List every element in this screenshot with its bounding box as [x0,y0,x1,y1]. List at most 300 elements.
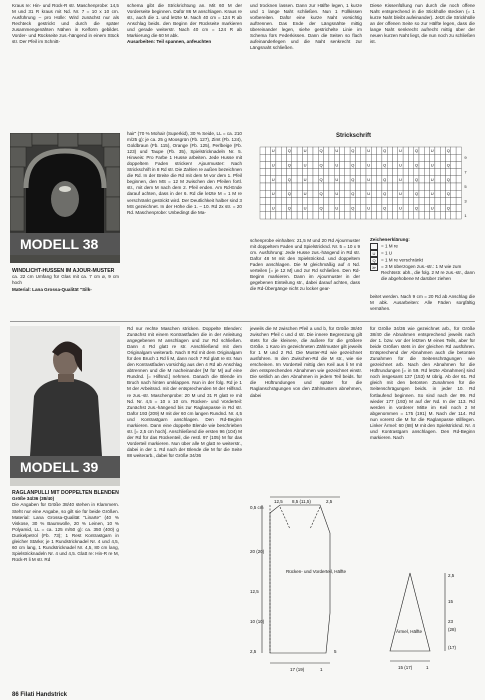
chart-cell [398,183,403,190]
chart-cell [414,169,419,176]
chart-symbol: Q [446,162,450,168]
chart-symbol: U [271,162,275,168]
chart-legend [370,237,475,282]
chart-symbol: Q [383,148,387,153]
chart-cell [340,176,345,183]
chart-cell [446,154,451,161]
model-39-caption [12,490,119,563]
chart-cell [377,176,382,183]
chart-cell [408,169,413,176]
chart-cell [424,161,429,168]
col3-mid-text: schenprobe einhalten: 21,5 M und 20 Rd Ajourmuster mit doppeltem Faden und Spielstricknd. Nr. 5 = 10 x 9 cm. Ausführung: Jede Husse zus.-hängend in Rd str. Dafür 48 M mit den Spielstricknd. und doppeltem Faden anschlagen. Die M gleichmäßig auf 4 Nd. verteilen [= je 12 M] und zur Rd schließen. Den Rd-Beginn markieren. Dann im Ajourmuster in der gegebenen Einteilung str., dabei darauf achten, dass die Rd-Übergänge nicht zu locker gear- [250,238,360,292]
chart-symbol: U [367,162,371,168]
chart-cell [387,147,392,154]
chart-cell [403,190,408,197]
chart-cell [408,176,413,183]
chart-cell [419,197,424,204]
col1-top-text: Kraus re: Hin- und Rück-R str. Maschenprobe: 14,5 M und 31 R kraus mit Nd. Nr. 7 = 10 x 10 cm. Ausführung – pro Hülle: Wird zunächst nur als Rechteck gestrickt und durch die später zusammengenähten Nähen in Kelform gebildet. Vorder- und Rückseite zus.-hängend in einem Stück str. Der Pfeil im Schnitt- [12,3,119,45]
chart-cell [324,197,329,204]
chart-symbol: Q [446,191,450,197]
chart-cell [446,183,451,190]
chart-symbol: U [430,162,434,168]
photo-model-39 [10,326,120,486]
chart-symbol: Q [287,162,291,168]
chart-cell [302,183,307,190]
chart-cell [403,212,408,219]
chart-symbol: U [335,176,339,182]
col4-top-text: Diese Kissenfüllung nun durch die noch offene Naht entsprechend in die Stickhülle stecken (= 1 kurze Naht bleibt aufeinander). Jetzt die Strickhülle an der offenen Seite so zur Hälfte legen, dass die lange Naht senkrecht aufrecht mittig über der neuen kurzen Naht liegt, die nun noch zu schließen ist. [370,3,475,45]
chart-cell [313,190,318,197]
chart-symbol: U [335,162,339,168]
chart-cell [435,161,440,168]
chart-cell [456,212,461,219]
chart-cell [287,197,292,204]
chart-cell [324,169,329,176]
chart-cell [393,169,398,176]
chart-cell [340,212,345,219]
chart-cell [260,183,265,190]
chart-cell [419,212,424,219]
schema-sleeve-right: (28) [448,627,457,632]
chart-cell [276,205,281,212]
chart-cell [313,147,318,154]
chart-cell [435,212,440,219]
chart-cell [371,197,376,204]
chart-cell [424,197,429,204]
chart-cell [345,147,350,154]
chart-cell [297,197,302,204]
chart-symbol: U [367,176,371,182]
chart-cell [340,147,345,154]
chart-symbol: U [303,191,307,197]
chart-cell [456,154,461,161]
chart-cell [297,190,302,197]
chart-cell [287,169,292,176]
chart-cell [276,147,281,154]
chart-cell [329,176,334,183]
chart-cell [393,205,398,212]
schema-left-label: 12,5 [250,589,259,594]
chart-symbol: U [430,191,434,197]
chart-cell [456,205,461,212]
chart-cell [297,205,302,212]
chart-cell [355,161,360,168]
chart-cell [403,183,408,190]
chart-cell [446,169,451,176]
chart-cell [435,176,440,183]
schema-left-label: 10 (10) [250,619,265,624]
chart-cell [334,183,339,190]
chart-cell [292,161,297,168]
chart-cell [446,212,451,219]
chart-symbol: Q [414,191,419,197]
chart-cell [456,190,461,197]
chart-cell [393,147,398,154]
chart-cell [355,147,360,154]
schema-top-label: 12,5 [274,499,283,504]
model-38-material: Material: Lana Grossa-Qualität "Silk- [12,286,92,292]
chart-cell [334,154,339,161]
chart-cell [403,205,408,212]
chart-cell [403,161,408,168]
chart-cell [414,197,419,204]
chart-cell [281,190,286,197]
page-footer: 86 Filati Handstrick [12,692,68,698]
chart-cell [308,147,313,154]
chart-cell [361,154,366,161]
chart-cell [424,147,429,154]
chart-symbol: U [335,205,339,211]
schema-sleeve-bottom: 15 (17) [398,665,413,670]
twisted-knit-symbol-icon: Q [370,257,378,264]
chart-cell [329,169,334,176]
chart-cell [408,212,413,219]
chart-cell [292,205,297,212]
chart-cell [297,147,302,154]
chart-symbol: U [303,205,307,211]
chart-cell [371,205,376,212]
chart-symbol: U [430,205,434,211]
chart-cell [265,176,270,183]
chart-cell [324,154,329,161]
schema-sleeve-right: 23 [448,619,454,624]
chart-cell [308,183,313,190]
chart-cell [456,197,461,204]
chart-symbol: Q [351,162,355,168]
chart-cell [281,147,286,154]
chart-symbol: U [303,148,307,153]
chart-cell [419,205,424,212]
chart-cell [456,147,461,154]
chart-cell [440,176,445,183]
chart-cell [324,212,329,219]
chart-cell [382,169,387,176]
chart-row-number: 1 [464,212,467,218]
chart-cell [393,212,398,219]
chart-cell [350,154,355,161]
model-39-label: MODELL 39 [10,456,120,478]
chart-cell [345,197,350,204]
chart-cell [440,197,445,204]
chart-symbol: U [271,148,275,153]
chart-symbol: U [430,176,434,182]
chart-cell [451,190,456,197]
chart-cell [377,147,382,154]
chart-cell [456,183,461,190]
chart-cell [297,212,302,219]
chart-cell [340,183,345,190]
chart-cell [329,190,334,197]
chart-cell [419,161,424,168]
chart-cell [398,169,403,176]
schema-bottom-label: 1 [320,667,323,672]
chart-cell [318,197,323,204]
chart-cell [355,190,360,197]
chart-cell [366,183,371,190]
chart-symbol: Q [446,148,450,153]
chart-cell [371,212,376,219]
schema-sleeve-label: Ärmel, Hälfte [396,629,423,634]
model-38-caption [12,268,119,293]
chart-cell [281,183,286,190]
chart-cell [377,183,382,190]
chart-cell [308,169,313,176]
chart-cell [382,154,387,161]
chart-cell [456,161,461,168]
chart-cell [281,197,286,204]
schema-left-label: 0,5 cm [250,505,264,510]
chart-symbol: U [367,148,371,153]
chart-cell [329,161,334,168]
chart-cell [345,205,350,212]
chart-cell [292,147,297,154]
chart-cell [451,183,456,190]
chart-cell [361,183,366,190]
chart-symbol: U [367,191,371,197]
chart-cell [308,176,313,183]
col2-top-text: schema gibt die Strickrichtung an. Mit 60 M der Vorderseite beginnen. Dafür 86 M anschlagen. Kraus re str., auch die 1. und letzte M. Nach 40 cm = 124 R ab Anschlag beids. den Beginn der Rückseite markieren und gerade weiterstr. Nach 40 cm = 124 R ab Markierung die 60 M abk. Ausarbeiten: Teil spannen, anfeuchten [127,3,242,45]
chart-cell [276,190,281,197]
chart-cell [377,212,382,219]
chart-symbol: Q [287,148,291,153]
chart-cell [318,212,323,219]
chart-cell [435,147,440,154]
chart-cell [440,212,445,219]
chart-symbol: U [271,176,275,182]
chart-cell [451,212,456,219]
chart-cell [403,176,408,183]
chart-symbol: Q [287,205,291,211]
chart-cell [265,205,270,212]
chart-cell [408,205,413,212]
chart-cell [424,183,429,190]
chart-cell [260,212,265,219]
model-39-size: Größe 34/36 (38/40) [12,496,55,502]
chart-cell [430,169,435,176]
chart-cell [424,154,429,161]
chart-cell [408,190,413,197]
model-39-body: Die Angaben für Größe 38/40 stehen in Klammern. Steht nur eine Angabe, so gilt sie für beide Größen. Material: Lana Grossa-Qualität "Linarte" (40 % Viskose, 30 % Baumwolle, 20 % Leinen, 10 % Polyamid, LL = ca. 125 m/50 g): ca. 350 (400) g Dunkelpetrol (Fb. 73); 1 Rest Kontrastgarn in gleicher Stärke; je 1 Rundstricknadel Nr. 4 und 4,5, 60 cm lang, 1 Rundstricknadel Nr. 4,5, 80 cm lang, Spielstricknadeln Nr. 4 und 4,5. Glatt re: Hin-R re M, Rück-R li M str. Rd [12,502,119,562]
chart-symbol: U [303,176,307,182]
chart-symbol: U [367,205,371,211]
chart-symbol: Q [351,176,355,182]
chart-cell [324,183,329,190]
chart-cell [456,176,461,183]
chart-cell [287,212,292,219]
model-39-title: RAGLANPULLI MIT DOPPELTEN BLENDEN [12,490,119,496]
chart-cell [403,169,408,176]
chart-cell [419,190,424,197]
chart-cell [281,154,286,161]
chart-cell [308,161,313,168]
chart-cell [361,190,366,197]
chart-cell [313,176,318,183]
chart-cell [377,161,382,168]
chart-cell [393,183,398,190]
chart-title: Strickschrift [336,133,372,139]
chart-cell [265,212,270,219]
chart-symbol: Q [287,176,291,182]
chart-cell [419,183,424,190]
chart-cell [382,197,387,204]
chart-cell [329,183,334,190]
chart-cell [260,190,265,197]
photo-model-38 [10,133,120,263]
schema-top-label: 8,5 (11,5) [292,499,311,504]
col2-bottom-text: Rd nur rechte Maschen stricken. Doppelte Blenden: Zunächst mit einem Kontrastfaden die in der Anleitung angegebenen M anschlagen und zur Rd schließen. Dann 4 Rd glatt re str. Anschließend mit dem Originalgarn weiterarb. Nach 8 Rd mit dem Originalgarn für den Bruch 1 Rd li M, dann noch 7 Rd glatt re str. Nun den Kontrastfaden vorsichtig aus den 4 Rd ab Anschlag abtrennen und die M nacheinander [M für M] auf eine Rundnd. [= Hilfsnd.] nehmen. Danach die Blende im Bruch nach hinten umklappen. Nun in der folg. Rd je 1 M der Arbeitsnd. mit der entsprechenden M der Hilfsnd. re zus.-str. Maschenprobe: 20 M und 31 R glatt re mit Nd. Nr. 4,5 = 10 x 10 cm. Rücken- und Vorderteil: Zunächst zus.-hängend bis zur Raglanpasse in Rd str. Dafür 193 (209) M mit der 60 cm langen Rundnd. Nr. 4,5 und Kontrastgarn anschlagen. Den Rd-Beginn markieren. Dann eine doppelte Blende wie beschrieben str. [= 2,5 cm hoch]. Anschließend die ersten 96 (104) M der Rd für das Rückenteil, die restl. 97 (105) M für das Vorderteil markieren. Nun über alle M glatt re weiterstr., dabei in der 1. Rd nach der Blende die M für die Seite 88 weiterarb., dabei für Größe 34/36 [127,326,242,458]
chart-cell [329,205,334,212]
chart-cell [308,197,313,204]
section-divider [10,321,475,322]
chart-cell [377,197,382,204]
chart-symbol: U [399,148,402,153]
schema-left-label: 20 (20) [250,549,265,554]
chart-cell [440,147,445,154]
chart-cell [281,176,286,183]
chart-cell [313,154,318,161]
chart-cell [382,183,387,190]
chart-symbol: Q [383,176,387,182]
chart-cell [393,197,398,204]
chart-row-number: 7 [464,169,467,175]
chart-cell [297,176,302,183]
chart-cell [308,205,313,212]
schema-top-label: 2,5 [326,499,333,504]
chart-cell [387,154,392,161]
chart-cell [345,183,350,190]
chart-cell [371,169,376,176]
chart-cell [451,205,456,212]
chart-cell [276,176,281,183]
chart-cell [377,190,382,197]
chart-symbol: Q [414,205,419,211]
chart-cell [281,161,286,168]
chart-symbol: U [271,205,275,211]
col3-top-text: und trocknen lassen. Dann zur Hälfte legen, 1 kurze und 1 lange Naht schließen. Nun 1 Füllkissen vorbereiten. Dafür eine kurze Naht vorsichtig auftrennen. Das Ende der Längsnähte mittig übereinander legen, siehe gestrichelte Linie im Schema fürs Federkissen. Dann die Seiten so flach aufeinanderlegen und die Naht senkrecht zur Längsnaht schließen. [250,3,362,51]
chart-cell [371,190,376,197]
col4-mid-text: beitet werden. Nach 9 cm = 20 Rd ab Anschlag die M abk. Ausarbeiten: Alle Fäden sorgfältig vernähen. [370,294,475,312]
chart-cell [424,190,429,197]
chart-symbol: Q [414,176,419,182]
chart-cell [265,190,270,197]
chart-cell [260,154,265,161]
chart-cell [276,197,281,204]
chart-cell [265,197,270,204]
chart-cell [260,205,265,212]
chart-cell [451,169,456,176]
knitting-chart [258,145,473,225]
schema-bottom-label: 5 [334,649,337,654]
chart-cell [387,183,392,190]
chart-cell [265,147,270,154]
chart-cell [414,183,419,190]
chart-cell [435,183,440,190]
chart-cell [366,154,371,161]
chart-cell [440,169,445,176]
model-38-title: WINDLICHT-HUSSEN IM AJOUR-MUSTER [12,268,115,274]
chart-symbol: Q [414,162,419,168]
chart-cell [276,212,281,219]
chart-cell [340,197,345,204]
chart-cell [265,169,270,176]
legend-item: U = 1 U [370,250,475,257]
schema-sleeve-bottom: 1 [426,665,429,670]
chart-cell [297,169,302,176]
chart-cell [292,176,297,183]
chart-symbol: Q [319,148,323,153]
chart-cell [419,169,424,176]
chart-cell [414,154,419,161]
chart-cell [324,147,329,154]
chart-cell [440,190,445,197]
chart-cell [440,183,445,190]
chart-cell [292,190,297,197]
yarn-over-symbol-icon: U [370,250,378,257]
chart-cell [435,154,440,161]
chart-symbol: U [303,162,307,168]
chart-cell [430,212,435,219]
chart-cell [334,169,339,176]
chart-cell [340,161,345,168]
chart-cell [313,212,318,219]
chart-cell [313,197,318,204]
legend-item: = 1 M re [370,243,475,250]
chart-cell [329,197,334,204]
schema-bottom-label: 17 (19) [290,667,305,672]
chart-cell [318,169,323,176]
chart-cell [408,147,413,154]
chart-cell [456,169,461,176]
chart-cell [451,154,456,161]
chart-cell [371,147,376,154]
chart-cell [361,212,366,219]
chart-cell [355,169,360,176]
chart-cell [329,147,334,154]
chart-cell [350,212,355,219]
chart-cell [260,147,265,154]
chart-cell [424,212,429,219]
chart-cell [361,161,366,168]
chart-cell [260,176,265,183]
chart-cell [430,183,435,190]
chart-cell [276,154,281,161]
chart-cell [297,161,302,168]
chart-cell [424,169,429,176]
chart-cell [355,212,360,219]
chart-symbol: U [399,191,402,197]
chart-cell [435,169,440,176]
schema-sleeve-right: (17) [448,645,457,650]
chart-cell [371,154,376,161]
chart-cell [329,154,334,161]
chart-cell [355,205,360,212]
chart-cell [313,169,318,176]
chart-symbol: U [399,162,402,168]
chart-symbol: Q [351,205,355,211]
chart-symbol: Q [319,176,323,182]
chart-cell [361,169,366,176]
chart-symbol: Q [351,191,355,197]
chart-cell [340,169,345,176]
chart-cell [408,161,413,168]
chart-cell [419,147,424,154]
chart-symbol: Q [319,162,323,168]
chart-cell [398,212,403,219]
chart-cell [308,212,313,219]
model-38-size: ca. 22 cm Umfang für Glas mit ca. 7 cm ø, 9 cm hoch [12,274,119,286]
chart-cell [350,197,355,204]
chart-cell [302,212,307,219]
